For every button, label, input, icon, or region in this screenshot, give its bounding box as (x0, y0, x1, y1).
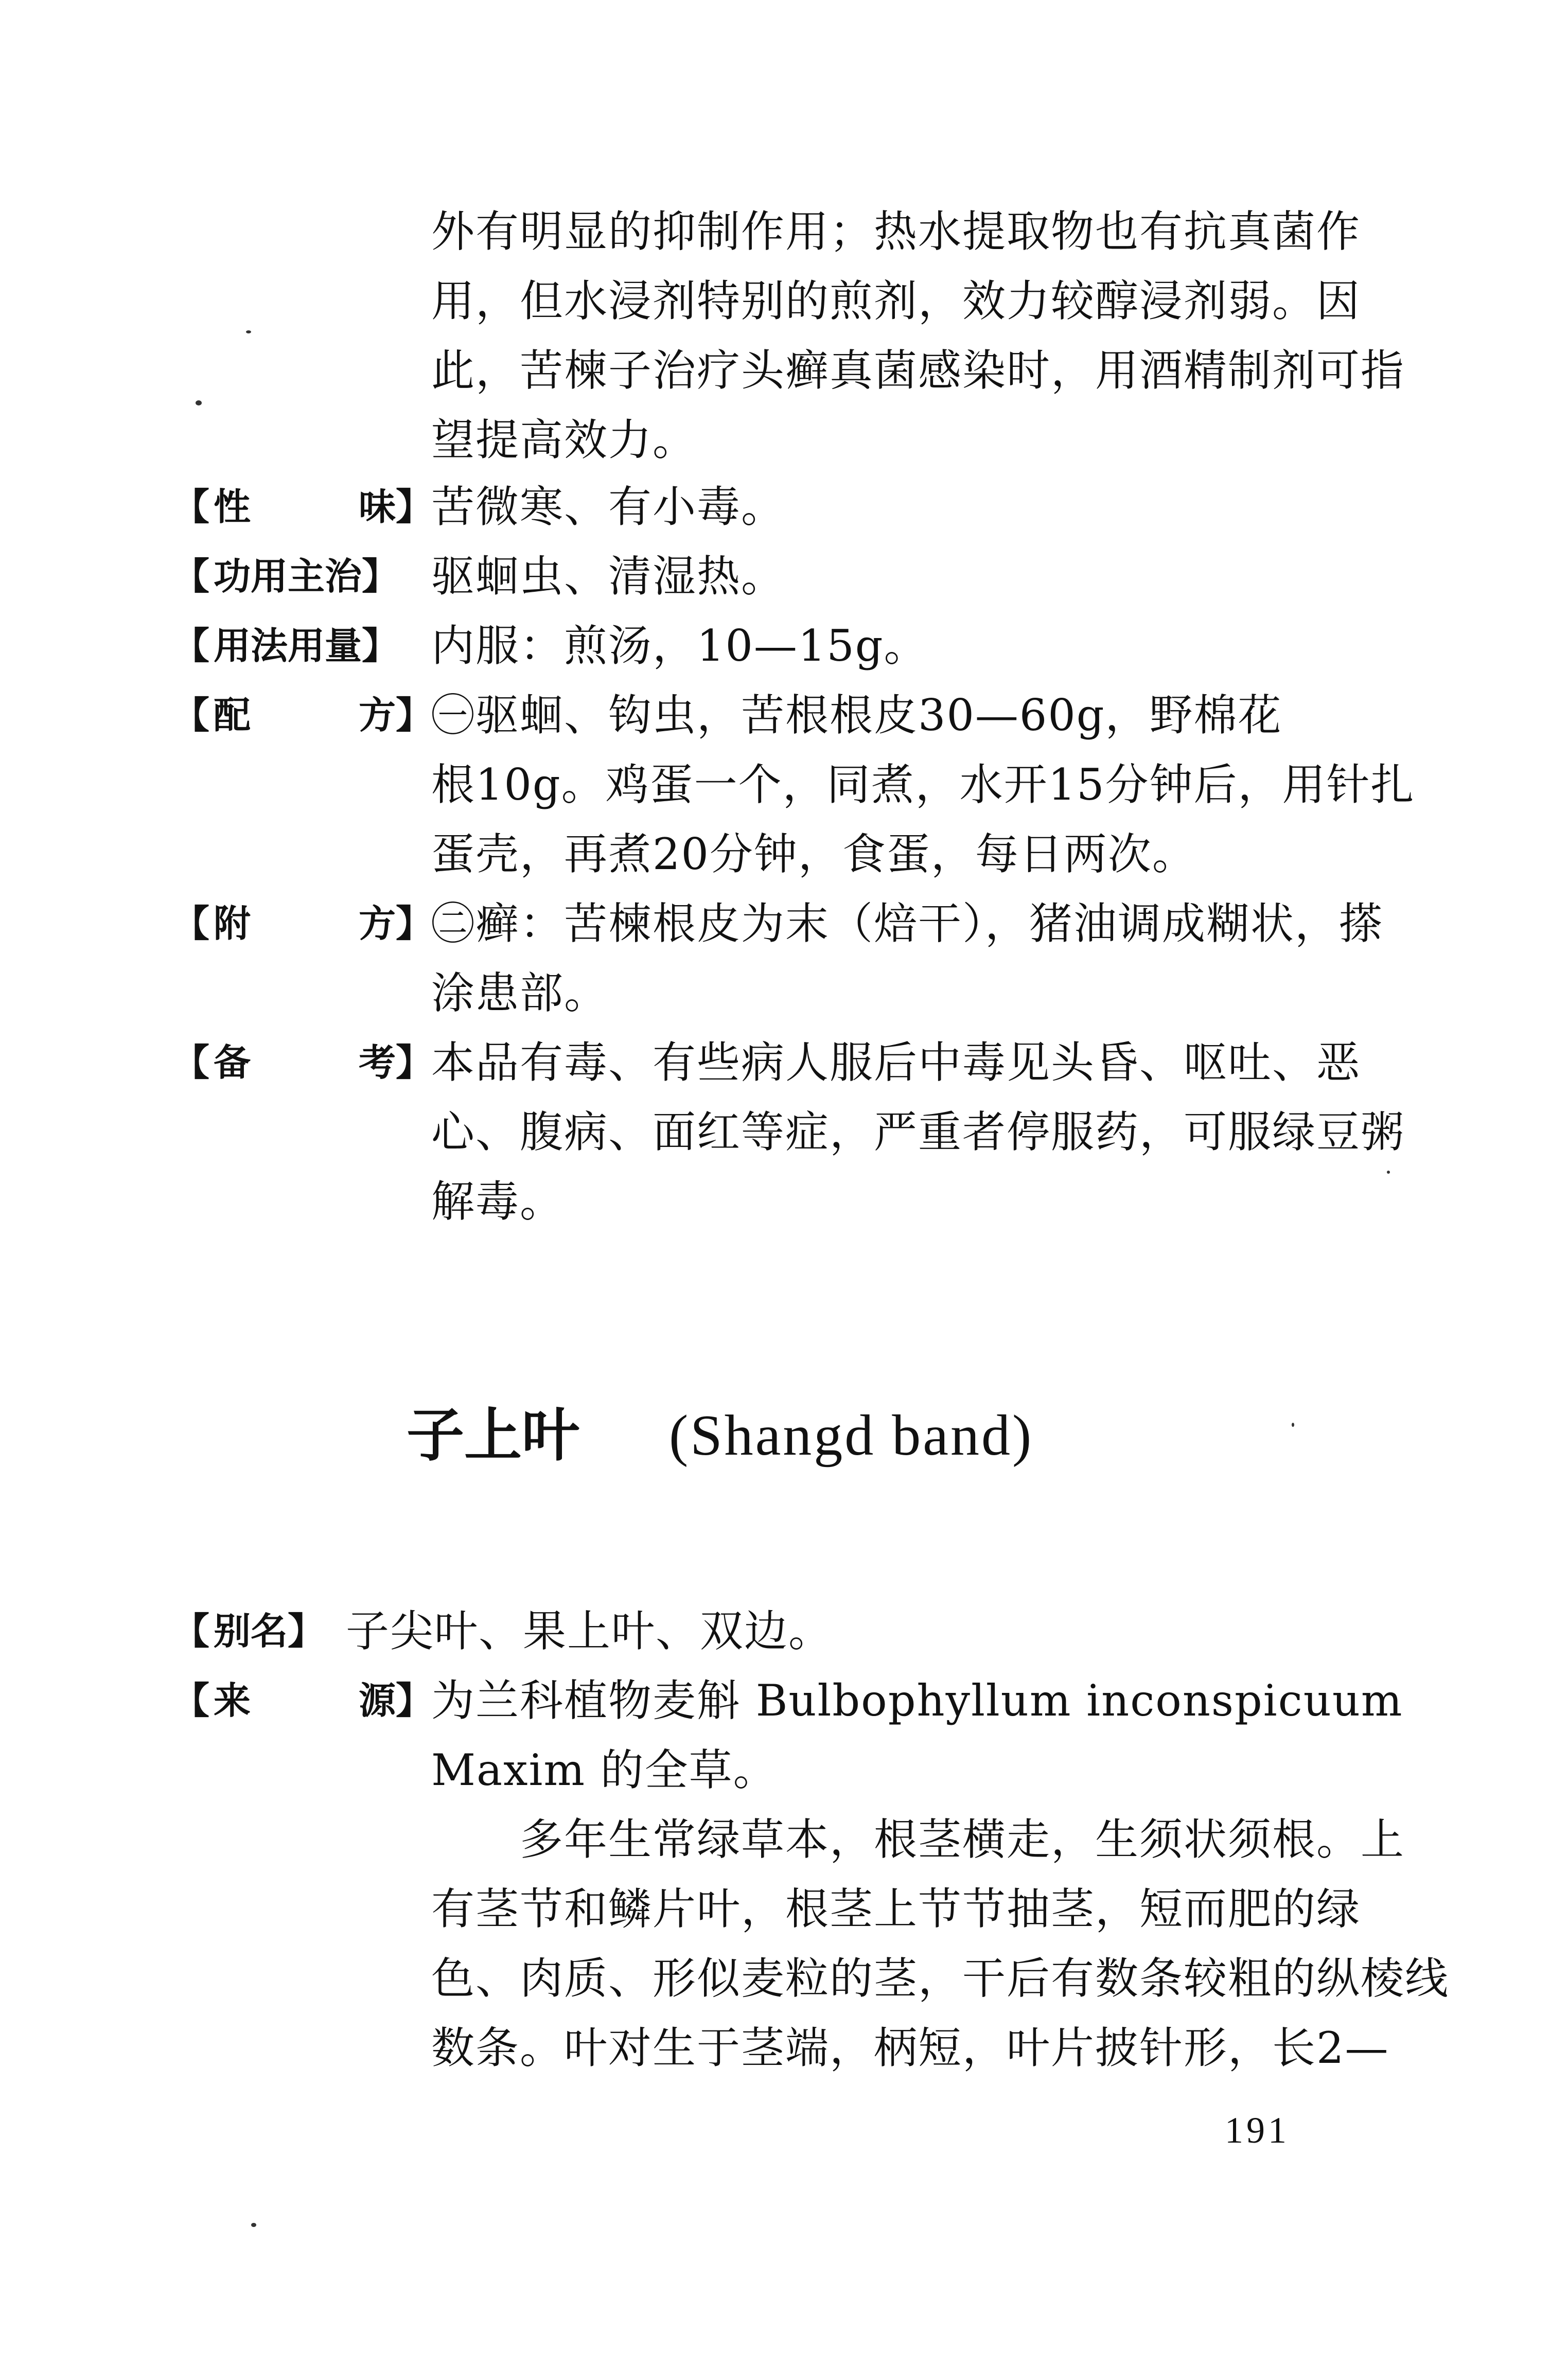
entry-text-prescription: ㊀驱蛔、钩虫，苦根根皮30—60g，野棉花 (431, 690, 1282, 740)
entry-text-dosage: 内服：煎汤，10—15g。 (431, 621, 928, 671)
scan-speck (246, 330, 251, 333)
scan-speck (196, 400, 202, 405)
entry-text-source: 为兰科植物麦斛 Bulbophyllum inconspicuum (431, 1675, 1403, 1726)
entry-text-flavor: 苦微寒、有小毒。 (431, 482, 786, 532)
entry-text-prescription: 根10g。鸡蛋一个，同煮，水开15分钟后，用针扎 (431, 759, 1415, 810)
description-line: 多年生常绿草本，根茎横走，生须状须根。上 (520, 1814, 1405, 1865)
description-line: 有茎节和鳞片叶，根茎上节节抽茎，短而肥的绿 (431, 1884, 1361, 1934)
entry-text-source: Maxim 的全草。 (431, 1745, 778, 1795)
scan-speck (251, 2223, 256, 2227)
entry-label-dosage: 【 用法用量】 (172, 624, 399, 667)
entry-text-function: 驱蛔虫、清湿热。 (431, 551, 786, 602)
entry-text-appended-prescription: 涂患部。 (431, 968, 609, 1018)
entry-text-prescription: 蛋壳，再煮20分钟，食蛋，每日两次。 (431, 829, 1196, 879)
herb-title-chinese: 子上叶 (407, 1402, 579, 1469)
description-line: 数条。叶对生于茎端，柄短，叶片披针形，长2— (431, 2023, 1389, 2073)
scan-speck (1387, 1171, 1390, 1174)
description-line: 色、肉质、形似麦粒的茎，干后有数条较粗的纵棱线 (431, 1953, 1450, 2004)
entry-text-appended-prescription: ㊁癣：苦楝根皮为末（焙干），猪油调成糊状，搽 (431, 898, 1384, 949)
page-number: 191 (1225, 2110, 1290, 2151)
continuation-line: 用，但水浸剂特别的煎剂，效力较醇浸剂弱。因 (431, 276, 1361, 326)
scan-speck (1292, 1423, 1294, 1427)
continuation-line: 此，苦楝子治疗头癣真菌感染时，用酒精制剂可指 (431, 345, 1405, 396)
continuation-line: 外有明显的抑制作用；热水提取物也有抗真菌作 (431, 206, 1361, 257)
entry-text-remarks: 本品有毒、有些病人服后中毒见头昏、呕吐、恶 (431, 1037, 1361, 1088)
entry-label-remarks: 【 备 考】 (172, 1041, 433, 1084)
entry-text-remarks: 心、腹病、面红等症，严重者停服药，可服绿豆粥 (431, 1107, 1405, 1157)
entry-label-prescription: 【 配 方】 (172, 694, 433, 737)
entry-label-source: 【 来 源】 (172, 1679, 433, 1722)
entry-label-function: 【 功用主治】 (172, 555, 399, 598)
entry-label-alias: 【 别名】 (172, 1610, 325, 1653)
entry-label-flavor: 【 性 味】 (172, 485, 433, 528)
entry-label-appended-prescription: 【 附 方】 (172, 902, 433, 945)
continuation-line: 望提高效力。 (431, 415, 697, 465)
herb-title-pinyin: (Shangd band) (669, 1404, 1034, 1468)
entry-text-alias: 子尖叶、果上叶、双边。 (346, 1606, 833, 1656)
entry-text-remarks: 解毒。 (431, 1176, 565, 1227)
